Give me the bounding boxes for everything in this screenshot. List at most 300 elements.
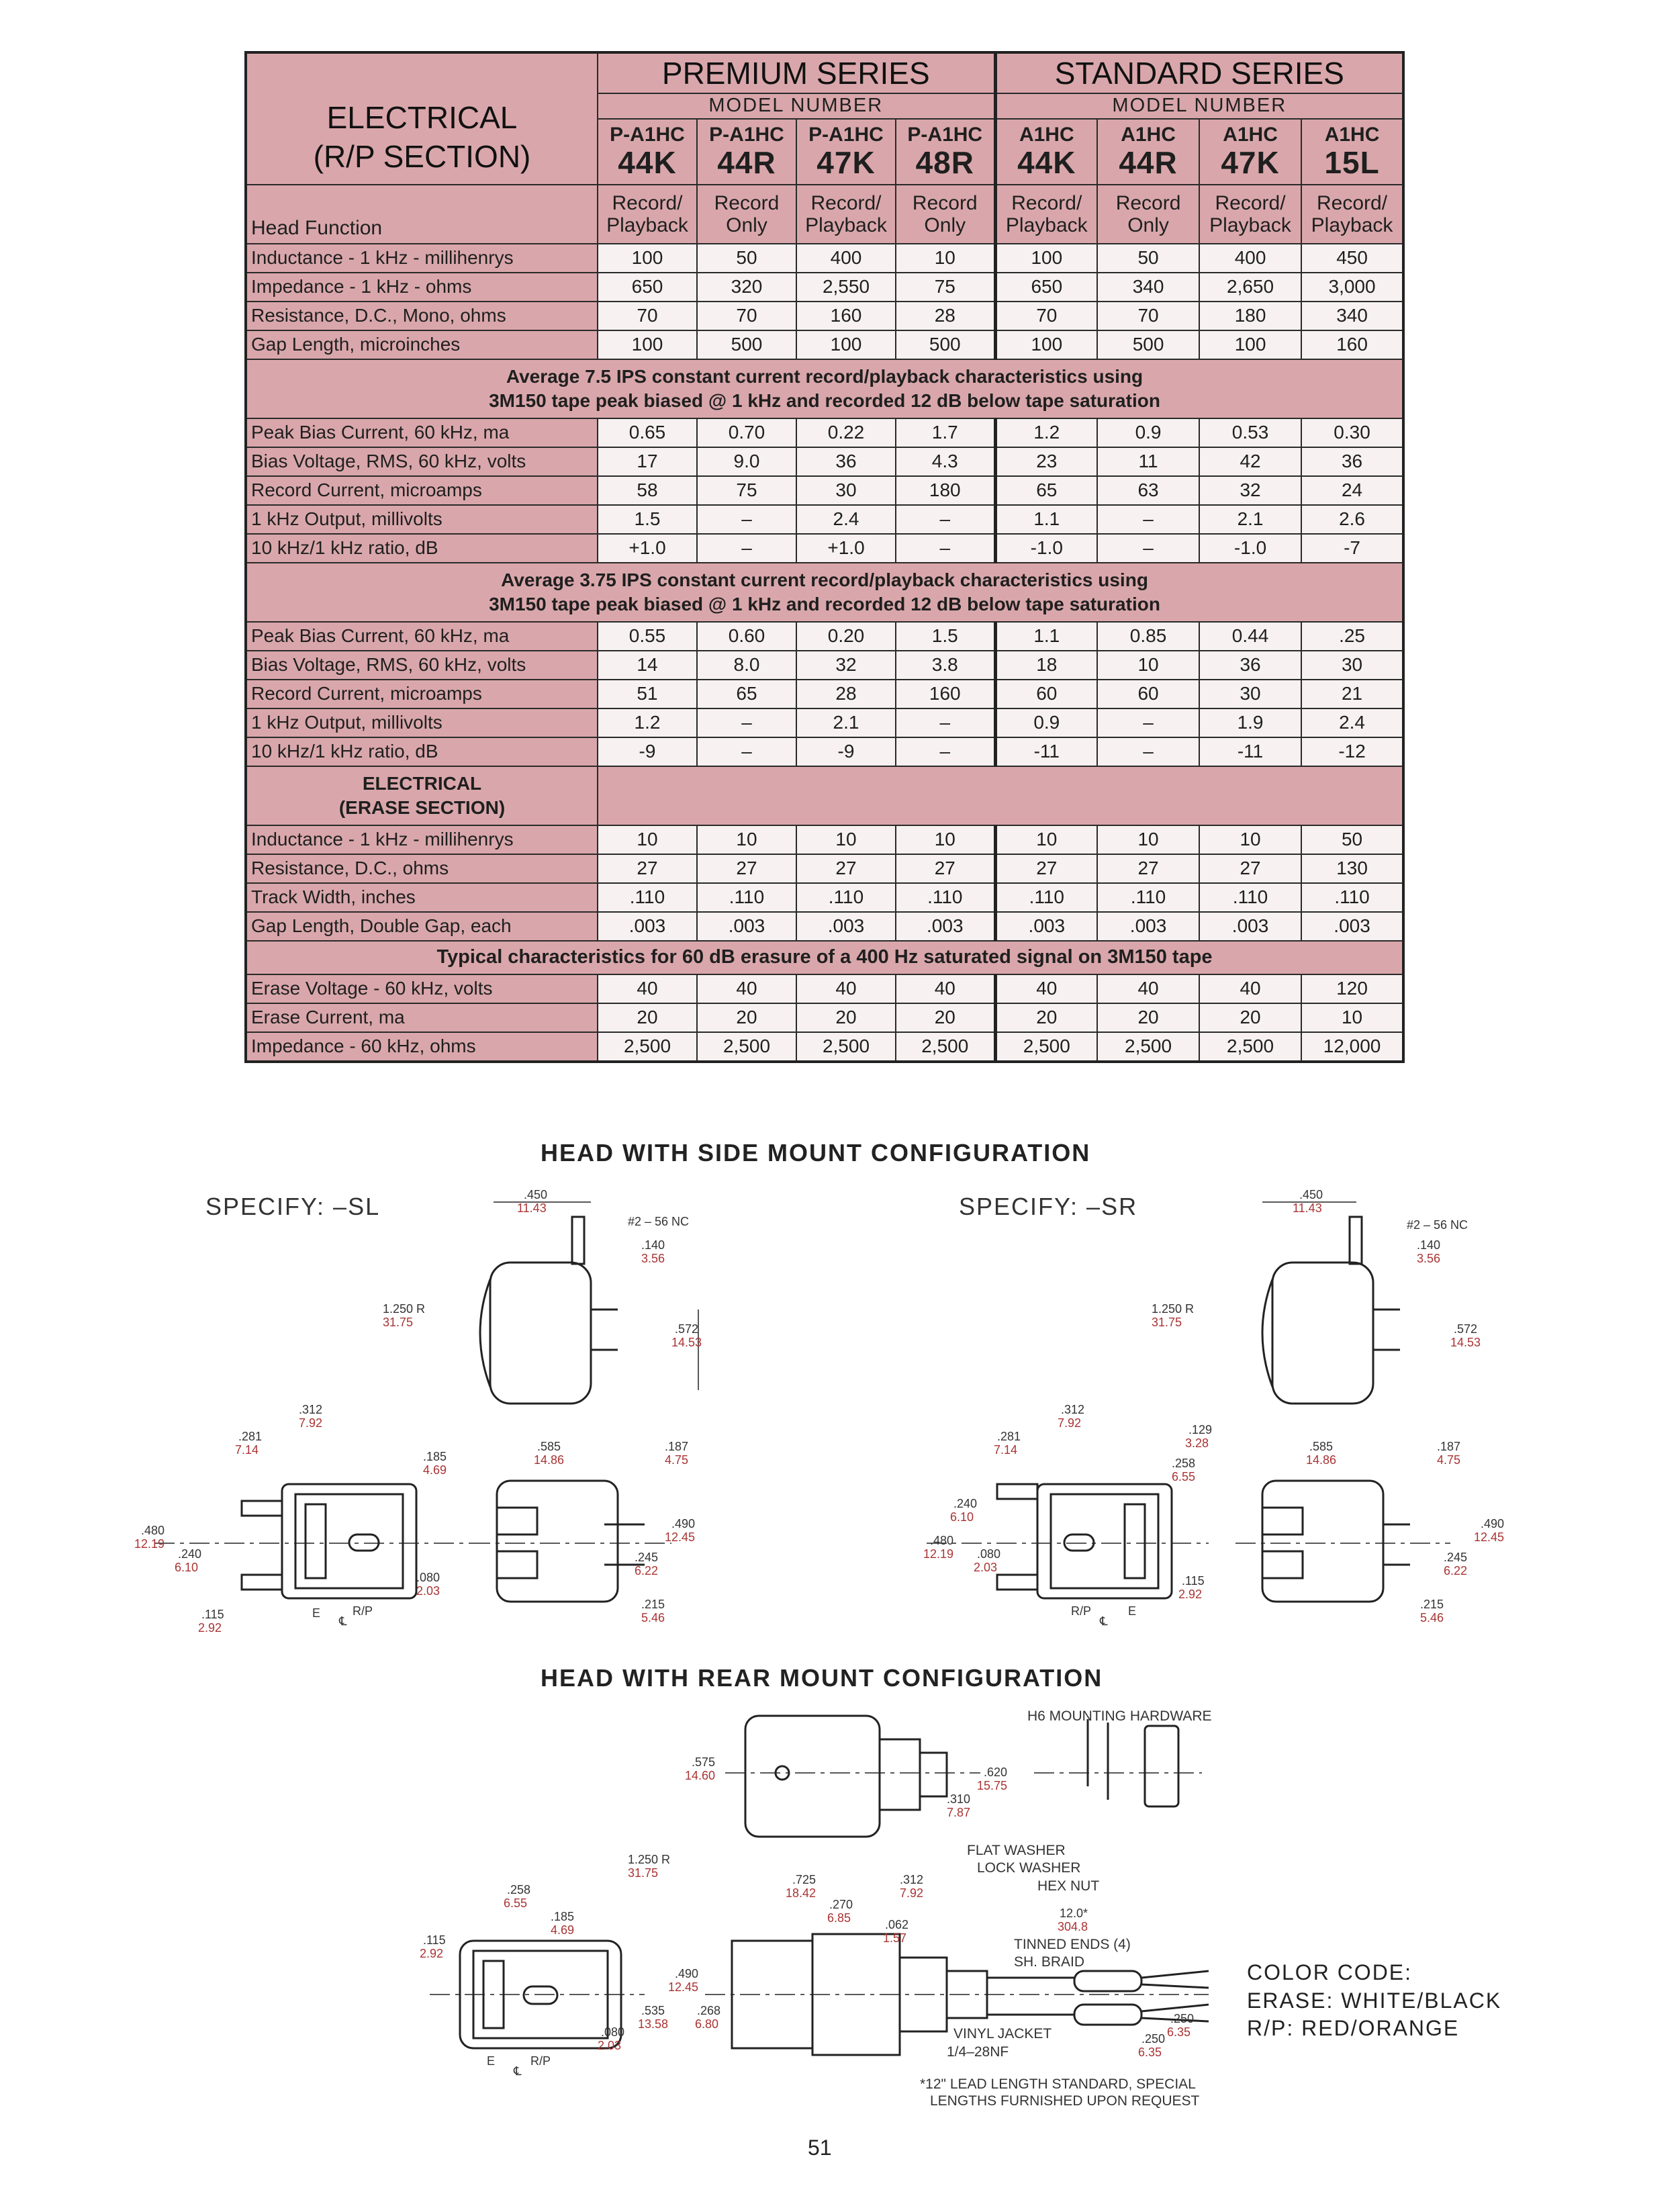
sr-d1250mm: 31.75 (1152, 1316, 1182, 1329)
table-cell: – (896, 737, 995, 766)
sr-d585mm: 14.86 (1306, 1453, 1337, 1467)
table-cell: 2,500 (896, 1032, 995, 1062)
sr-dimensions (923, 1188, 1504, 1628)
sl-d1250mm: 31.75 (383, 1316, 414, 1329)
sl-d490mm: 12.45 (665, 1530, 696, 1544)
table-cell: 650 (598, 273, 697, 302)
rear-d185: .185 (551, 1910, 575, 1923)
table-cell: +1.0 (598, 534, 697, 563)
rear-d535: .535 (641, 2004, 665, 2017)
row-label: Resistance, D.C., ohms (246, 854, 598, 883)
sl-d215mm: 5.46 (641, 1611, 665, 1624)
table-cell: 24 (1301, 476, 1403, 505)
head-function-line: Playback (805, 214, 887, 236)
table-cell: .110 (697, 883, 796, 912)
table-cell: 27 (896, 854, 995, 883)
table-cell: 0.65 (598, 418, 697, 447)
sl-rp: R/P (353, 1604, 373, 1618)
row-label: Erase Voltage - 60 kHz, volts (246, 974, 598, 1003)
sr-d129mm: 3.28 (1185, 1436, 1209, 1450)
rear-d250amm: 6.35 (1138, 2046, 1162, 2059)
sl-d185mm: 4.69 (423, 1463, 447, 1477)
table-cell: 51 (598, 680, 697, 708)
head-function-line: Record (1115, 192, 1181, 214)
sr-d140mm: 3.56 (1417, 1252, 1441, 1265)
rear-d062mm: 1.57 (883, 1931, 907, 1945)
table-cell: 40 (697, 974, 796, 1003)
sr-d312: .312 (1061, 1403, 1085, 1416)
table-cell: 180 (1199, 302, 1301, 330)
sr-d240mm: 6.10 (950, 1510, 974, 1524)
table-cell: 20 (995, 1003, 1097, 1032)
rear-d120mm: 304.8 (1058, 1920, 1088, 1933)
rear-d115mm: 2.92 (420, 1947, 444, 1960)
rear-lock-washer: LOCK WASHER (977, 1860, 1081, 1876)
sr-d115mm: 2.92 (1178, 1588, 1203, 1601)
sl-d281: .281 (238, 1430, 263, 1443)
section-note: Typical characteristics for 60 dB erasure of a 400 Hz saturated signal on 3M150 tape (246, 941, 1403, 974)
table-cell: 10 (1301, 1003, 1403, 1032)
sl-d240mm: 6.10 (175, 1561, 199, 1574)
sr-d080: .080 (977, 1547, 1001, 1561)
sr-screw: #2 – 56 NC (1407, 1218, 1468, 1232)
sl-dimensions (134, 1188, 702, 1635)
table-cell: .110 (995, 883, 1097, 912)
table-cell: 8.0 (697, 651, 796, 680)
head-function-line: Only (924, 214, 966, 236)
sr-d585: .585 (1309, 1440, 1334, 1453)
table-cell: 40 (796, 974, 896, 1003)
table-cell: .003 (995, 912, 1097, 941)
sl-d312mm: 7.92 (299, 1416, 323, 1430)
rear-mount-title: HEAD WITH REAR MOUNT CONFIGURATION (541, 1664, 1103, 1692)
table-cell: 28 (796, 680, 896, 708)
sr-top-view (1262, 1202, 1400, 1404)
rear-d185mm: 4.69 (551, 1923, 575, 1937)
sr-d245mm: 6.22 (1444, 1564, 1468, 1577)
table-cell: 0.44 (1199, 622, 1301, 651)
rear-d310mm: 7.87 (947, 1806, 971, 1819)
row-label: Gap Length, microinches (246, 330, 598, 359)
rear-hardware: H6 MOUNTING HARDWARE (1027, 1708, 1212, 1724)
table-cell: 100 (598, 330, 697, 359)
table-cell: 3.8 (896, 651, 995, 680)
sr-d080mm: 2.03 (974, 1561, 998, 1574)
rear-footnote-1: *12" LEAD LENGTH STANDARD, SPECIAL (920, 2076, 1196, 2092)
table-cell: 60 (995, 680, 1097, 708)
sr-d450mm: 11.43 (1293, 1201, 1322, 1215)
rear-d250a: .250 (1141, 2032, 1166, 2046)
model-prefix: A1HC (1223, 124, 1278, 146)
table-cell: +1.0 (796, 534, 896, 563)
table-cell: 32 (1199, 476, 1301, 505)
table-cell: 10 (896, 825, 995, 854)
sl-top-view (480, 1202, 698, 1404)
table-cell: .110 (1097, 883, 1199, 912)
table-cell: 40 (1199, 974, 1301, 1003)
table-cell: 2.4 (1301, 708, 1403, 737)
model-prefix: P-A1HC (808, 124, 884, 146)
table-cell: 58 (598, 476, 697, 505)
sr-d1250: 1.250 R (1152, 1302, 1195, 1316)
head-function-label: Head Function (246, 185, 598, 244)
sr-d215: .215 (1420, 1598, 1444, 1611)
table-cell: 1.5 (896, 622, 995, 651)
table-cell: 10 (1097, 825, 1199, 854)
table-cell: 160 (896, 680, 995, 708)
table-cell: 450 (1301, 244, 1403, 273)
table-cell: – (1097, 505, 1199, 534)
table-cell: 100 (995, 330, 1097, 359)
row-label: Record Current, microamps (246, 680, 598, 708)
table-cell: – (1097, 737, 1199, 766)
row-label: Inductance - 1 kHz - millihenrys (246, 825, 598, 854)
table-cell: 0.85 (1097, 622, 1199, 651)
rear-d250b: .250 (1170, 2012, 1195, 2025)
table-cell: 50 (1301, 825, 1403, 854)
table-cell: 27 (796, 854, 896, 883)
rear-flat-washer: FLAT WASHER (967, 1843, 1066, 1858)
section-note-line: 3M150 tape peak biased @ 1 kHz and recorded 12 dB below tape saturation (489, 594, 1160, 614)
table-cell: 340 (1097, 273, 1199, 302)
model-prefix: A1HC (1121, 124, 1176, 146)
table-cell: .003 (896, 912, 995, 941)
table-cell: .003 (1301, 912, 1403, 941)
rear-d062: .062 (885, 1918, 909, 1931)
sr-d281: .281 (997, 1430, 1021, 1443)
table-cell: 14 (598, 651, 697, 680)
table-cell: -12 (1301, 737, 1403, 766)
rear-d312mm: 7.92 (900, 1886, 924, 1900)
row-label: 10 kHz/1 kHz ratio, dB (246, 737, 598, 766)
table-cell: 0.55 (598, 622, 697, 651)
table-cell: – (1097, 534, 1199, 563)
row-label: Peak Bias Current, 60 kHz, ma (246, 418, 598, 447)
row-label: 10 kHz/1 kHz ratio, dB (246, 534, 598, 563)
table-cell: 400 (796, 244, 896, 273)
table-cell: 27 (1199, 854, 1301, 883)
rear-d620mm: 15.75 (977, 1779, 1008, 1792)
row-label: Track Width, inches (246, 883, 598, 912)
sr-cl: ℄ (1100, 1614, 1108, 1628)
erase-header-line: (ERASE SECTION) (338, 797, 506, 818)
table-cell: 20 (796, 1003, 896, 1032)
electrical-rp-header: ELECTRICAL (R/P SECTION) (246, 52, 598, 185)
rear-d115: .115 (423, 1933, 446, 1947)
sr-d312mm: 7.92 (1058, 1416, 1082, 1430)
table-cell: 40 (995, 974, 1097, 1003)
rear-d575: .575 (692, 1755, 716, 1769)
model-code: 44K (618, 145, 677, 181)
section-note-line: 3M150 tape peak biased @ 1 kHz and recorded 12 dB below tape saturation (489, 390, 1160, 411)
table-cell: 0.30 (1301, 418, 1403, 447)
table-cell: 2,650 (1199, 273, 1301, 302)
sl-d140mm: 3.56 (641, 1252, 665, 1265)
sl-d450: .450 (524, 1188, 548, 1201)
sl-d281mm: 7.14 (235, 1443, 259, 1457)
table-cell: – (896, 505, 995, 534)
color-code (1247, 1959, 1501, 2043)
sl-d572mm: 14.53 (671, 1336, 702, 1349)
rear-d535mm: 13.58 (638, 2017, 669, 2031)
row-label: Erase Current, ma (246, 1003, 598, 1032)
table-cell: 120 (1301, 974, 1403, 1003)
model-code: 47K (816, 145, 876, 181)
row-label: Bias Voltage, RMS, 60 kHz, volts (246, 447, 598, 476)
table-cell: 500 (896, 330, 995, 359)
section-note-line: Average 3.75 IPS constant current record/playback characteristics using (501, 569, 1148, 590)
sl-d080mm: 2.03 (416, 1584, 440, 1598)
table-cell: 2,500 (697, 1032, 796, 1062)
sr-d187: .187 (1437, 1440, 1461, 1453)
sr-d572mm: 14.53 (1450, 1336, 1481, 1349)
table-cell: 3,000 (1301, 273, 1403, 302)
row-label: 1 kHz Output, millivolts (246, 708, 598, 737)
table-cell: .110 (598, 883, 697, 912)
table-cell: 65 (697, 680, 796, 708)
table-cell: .25 (1301, 622, 1403, 651)
sr-d281mm: 7.14 (994, 1443, 1018, 1457)
table-cell: 9.0 (697, 447, 796, 476)
table-cell: 4.3 (896, 447, 995, 476)
rear-d490mm: 12.45 (668, 1980, 699, 1994)
table-cell: 27 (995, 854, 1097, 883)
table-cell: 130 (1301, 854, 1403, 883)
sr-d258mm: 6.55 (1172, 1470, 1196, 1483)
specify-sl: SPECIFY: –SL (205, 1193, 381, 1220)
table-cell: 2,500 (995, 1032, 1097, 1062)
table-cell: 160 (1301, 330, 1403, 359)
sl-d215: .215 (641, 1598, 665, 1611)
table-cell: 10 (697, 825, 796, 854)
table-cell: 180 (896, 476, 995, 505)
table-cell: 0.70 (697, 418, 796, 447)
table-cell: 65 (995, 476, 1097, 505)
sr-d129: .129 (1188, 1423, 1213, 1436)
table-cell: 2.6 (1301, 505, 1403, 534)
table-cell: -1.0 (1199, 534, 1301, 563)
table-cell: 1.5 (598, 505, 697, 534)
sr-d140: .140 (1417, 1238, 1441, 1252)
sl-d185: .185 (423, 1450, 447, 1463)
rear-tinned: TINNED ENDS (4) (1014, 1937, 1131, 1952)
rear-hex-nut: HEX NUT (1037, 1878, 1100, 1894)
table-cell: 0.60 (697, 622, 796, 651)
table-cell: -11 (995, 737, 1097, 766)
table-cell: 0.53 (1199, 418, 1301, 447)
sl-d585: .585 (537, 1440, 561, 1453)
head-function-line: Record (912, 192, 978, 214)
table-cell: -9 (598, 737, 697, 766)
table-cell: 21 (1301, 680, 1403, 708)
table-cell: 27 (1097, 854, 1199, 883)
rear-d1250: 1.250 R (628, 1853, 671, 1866)
rear-rp: R/P (530, 2054, 551, 2068)
sr-d480mm: 12.19 (923, 1547, 954, 1561)
rear-e: E (487, 2054, 496, 2068)
head-function-line: Record/ (1215, 192, 1286, 214)
table-cell: 0.20 (796, 622, 896, 651)
rear-d270: .270 (829, 1898, 853, 1911)
model-code: 44R (1119, 145, 1178, 181)
rear-d268mm: 6.80 (695, 2017, 719, 2031)
row-label: Impedance - 60 kHz, ohms (246, 1032, 598, 1062)
premium-model-number-label: MODEL NUMBER (598, 93, 995, 119)
table-cell: 28 (896, 302, 995, 330)
table-cell: 2,500 (598, 1032, 697, 1062)
model-code: 44R (717, 145, 776, 181)
table-cell: 36 (796, 447, 896, 476)
table-cell: 11 (1097, 447, 1199, 476)
table-cell: .003 (1097, 912, 1199, 941)
table-cell: -7 (1301, 534, 1403, 563)
rear-d575mm: 14.60 (685, 1769, 716, 1782)
table-cell: 30 (1199, 680, 1301, 708)
head-function-line: Record/ (1011, 192, 1082, 214)
table-cell: – (697, 534, 796, 563)
table-cell: 0.9 (1097, 418, 1199, 447)
table-cell: 320 (697, 273, 796, 302)
table-cell: 50 (1097, 244, 1199, 273)
specify-sr: SPECIFY: –SR (959, 1193, 1138, 1220)
rear-d1250mm: 31.75 (628, 1866, 659, 1880)
head-function-line: Record/ (612, 192, 683, 214)
table-cell: 100 (796, 330, 896, 359)
table-cell: 40 (896, 974, 995, 1003)
model-prefix: A1HC (1019, 124, 1074, 146)
row-label: Peak Bias Current, 60 kHz, ma (246, 622, 598, 651)
standard-model-number-label: MODEL NUMBER (995, 93, 1403, 119)
table-cell: 10 (598, 825, 697, 854)
table-cell: .110 (796, 883, 896, 912)
table-cell: .003 (697, 912, 796, 941)
head-function-line: Record/ (1317, 192, 1388, 214)
row-label: Gap Length, Double Gap, each (246, 912, 598, 941)
sl-d1250: 1.250 R (383, 1302, 426, 1316)
table-cell: 60 (1097, 680, 1199, 708)
sr-rp: R/P (1071, 1604, 1092, 1618)
sl-e: E (312, 1606, 321, 1620)
model-code: 47K (1221, 145, 1280, 181)
rear-cl: ℄ (514, 2064, 522, 2078)
sr-side-view (1235, 1481, 1450, 1602)
head-function-line: Playback (1311, 214, 1393, 236)
sl-side-view (470, 1481, 671, 1602)
table-cell: .003 (598, 912, 697, 941)
table-cell: 160 (796, 302, 896, 330)
table-cell: 75 (697, 476, 796, 505)
model-code: 48R (915, 145, 974, 181)
table-cell: 70 (598, 302, 697, 330)
table-cell: 32 (796, 651, 896, 680)
table-cell: 10 (796, 825, 896, 854)
rear-footnote-2: LENGTHS FURNISHED UPON REQUEST (930, 2093, 1200, 2109)
rear-d270mm: 6.85 (827, 1911, 851, 1925)
rear-thread: 1/4–28NF (947, 2044, 1009, 2060)
rear-d250bmm: 6.35 (1167, 2025, 1191, 2039)
model-prefix: A1HC (1324, 124, 1380, 146)
row-label: Record Current, microamps (246, 476, 598, 505)
row-label: 1 kHz Output, millivolts (246, 505, 598, 534)
head-function-line: Playback (1005, 214, 1088, 236)
table-cell: 100 (1199, 330, 1301, 359)
table-cell: 2,500 (1199, 1032, 1301, 1062)
table-cell: 1.9 (1199, 708, 1301, 737)
sr-d258: .258 (1172, 1457, 1196, 1470)
table-cell: 50 (697, 244, 796, 273)
model-code: 44K (1017, 145, 1076, 181)
color-code-title: COLOR CODE: (1247, 1960, 1413, 1984)
sl-d572: .572 (675, 1322, 699, 1336)
premium-series-title: PREMIUM SERIES (598, 52, 995, 93)
sl-d245mm: 6.22 (635, 1564, 659, 1577)
erase-header-line: ELECTRICAL (362, 772, 482, 794)
table-cell: 2,500 (796, 1032, 896, 1062)
table-cell: 40 (1097, 974, 1199, 1003)
table-cell: – (697, 708, 796, 737)
rear-braid: SH. BRAID (1014, 1954, 1085, 1970)
table-cell: – (697, 737, 796, 766)
color-code-erase: ERASE: WHITE/BLACK (1247, 1988, 1502, 2013)
section-note-line: Average 7.5 IPS constant current record/playback characteristics using (506, 365, 1144, 387)
head-function-line: Record/ (810, 192, 882, 214)
table-cell: 27 (697, 854, 796, 883)
table-cell: 10 (896, 244, 995, 273)
table-cell: 10 (995, 825, 1097, 854)
color-code-rp: R/P: RED/ORANGE (1247, 2016, 1460, 2041)
standard-series-title: STANDARD SERIES (995, 52, 1403, 93)
table-cell: 36 (1199, 651, 1301, 680)
table-cell: 20 (598, 1003, 697, 1032)
table-cell: 500 (1097, 330, 1199, 359)
table-cell: 23 (995, 447, 1097, 476)
rear-d080mm: 2.03 (598, 2039, 622, 2052)
sl-d140: .140 (641, 1238, 665, 1252)
sr-d490mm: 12.45 (1474, 1530, 1505, 1544)
head-function-line: Playback (1209, 214, 1291, 236)
head-function-line: Only (1127, 214, 1169, 236)
rear-vinyl: VINYL JACKET (953, 2026, 1052, 2042)
sl-d480mm: 12.19 (134, 1537, 165, 1551)
table-cell: 30 (796, 476, 896, 505)
sr-d490: .490 (1481, 1517, 1505, 1530)
table-cell: -1.0 (995, 534, 1097, 563)
table-cell: 1.1 (995, 505, 1097, 534)
table-cell: .003 (796, 912, 896, 941)
rear-d258mm: 6.55 (504, 1896, 528, 1910)
rear-d268: .268 (697, 2004, 721, 2017)
rear-d080: .080 (601, 2025, 625, 2039)
sr-d572: .572 (1454, 1322, 1478, 1336)
sl-d115mm: 2.92 (198, 1621, 222, 1635)
row-label: Inductance - 1 kHz - millihenrys (246, 244, 598, 273)
model-prefix: P-A1HC (610, 124, 685, 146)
sr-d115: .115 (1182, 1574, 1205, 1588)
row-label: Resistance, D.C., Mono, ohms (246, 302, 598, 330)
sr-d450: .450 (1299, 1188, 1323, 1201)
table-cell: -9 (796, 737, 896, 766)
table-cell: 17 (598, 447, 697, 476)
model-prefix: P-A1HC (709, 124, 784, 146)
table-cell: .003 (1199, 912, 1301, 941)
table-cell: 10 (1199, 825, 1301, 854)
sl-d490: .490 (671, 1517, 696, 1530)
sr-d245: .245 (1444, 1551, 1468, 1564)
table-cell: 18 (995, 651, 1097, 680)
table-cell: .110 (1199, 883, 1301, 912)
table-cell: 2,500 (1097, 1032, 1199, 1062)
rear-d310: .310 (947, 1792, 971, 1806)
